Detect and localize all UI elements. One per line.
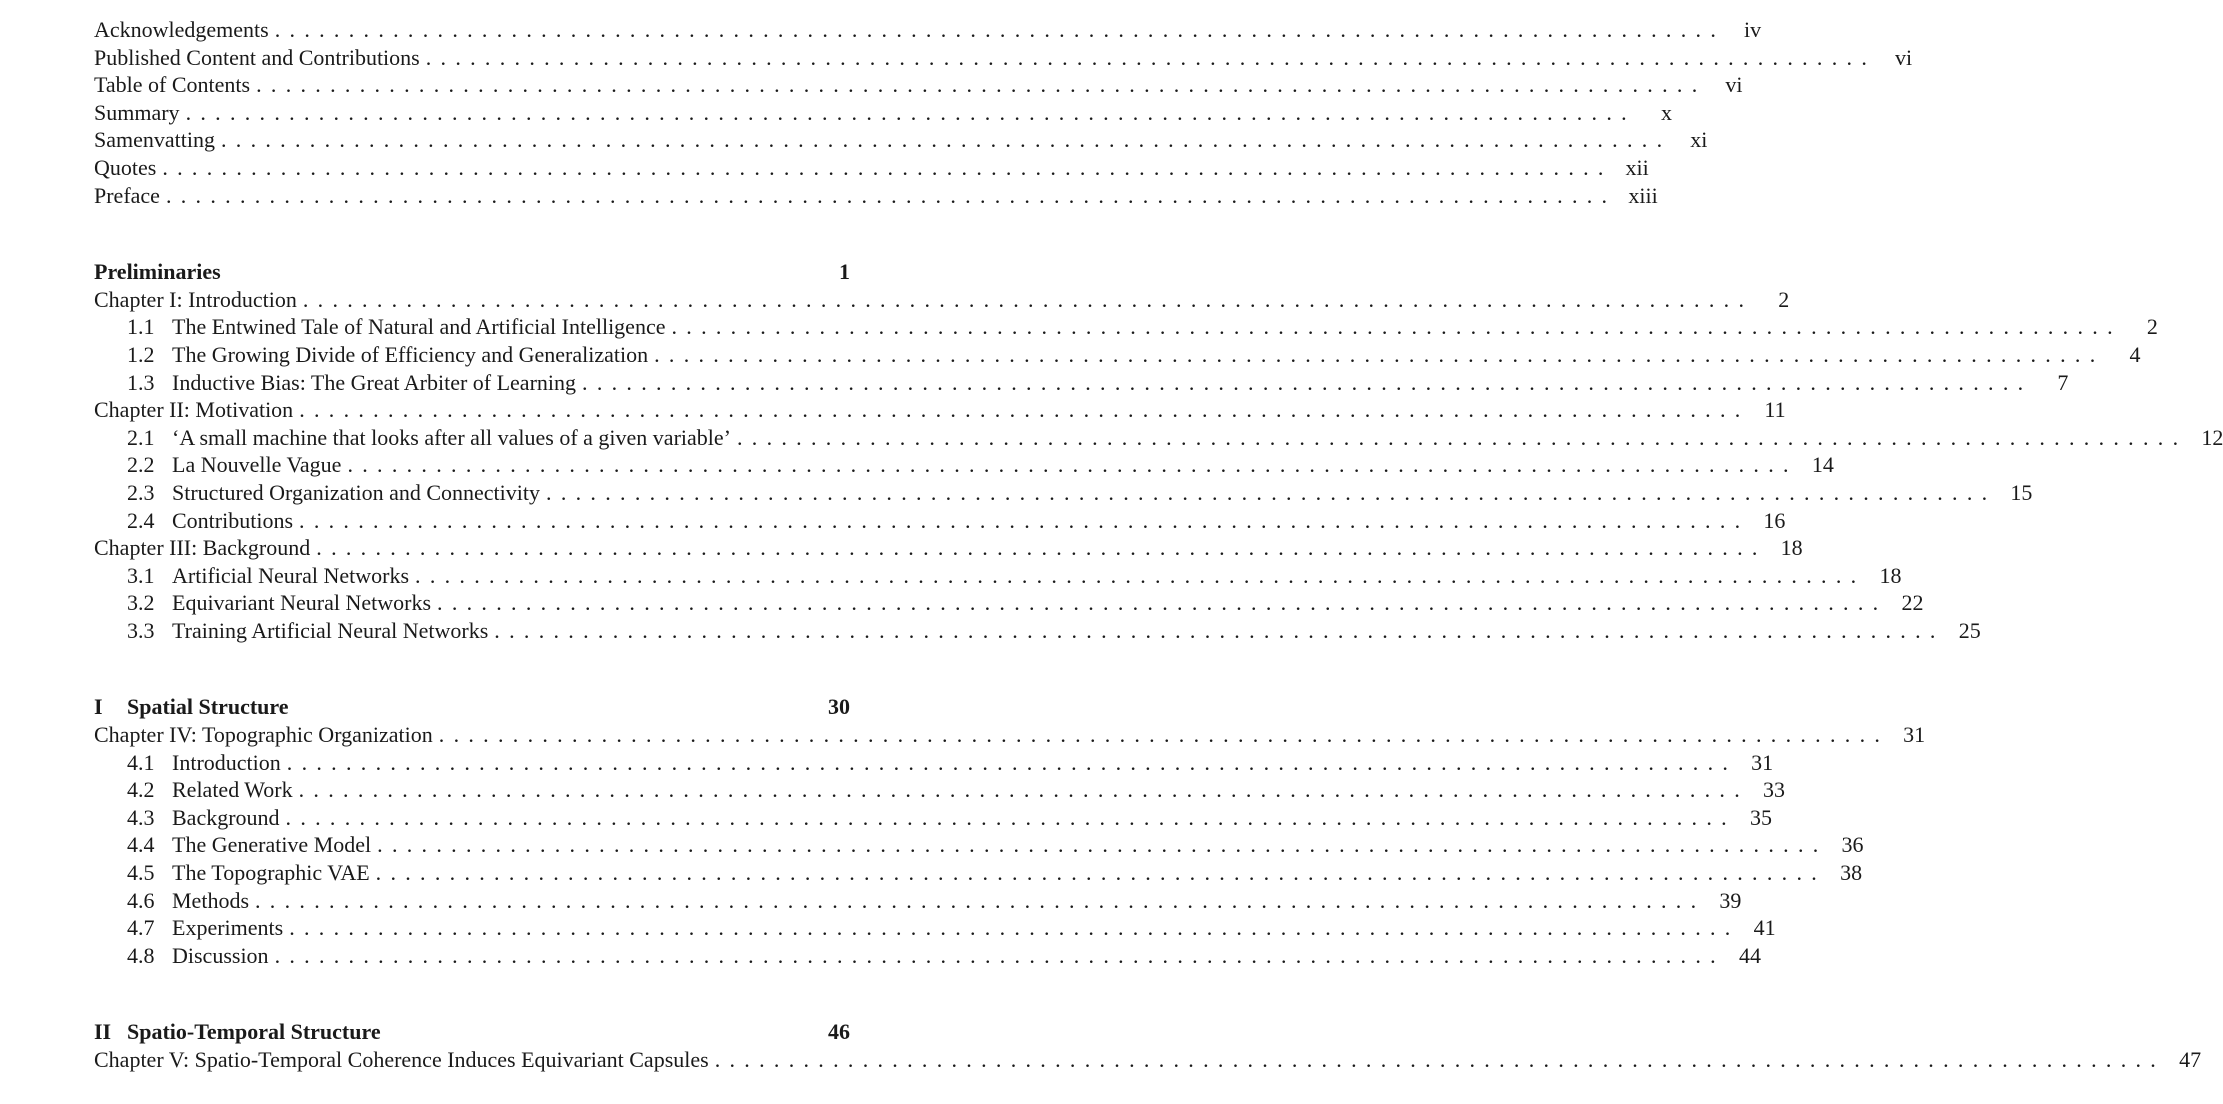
- entry-title: Preface: [94, 182, 160, 208]
- toc-section-1-2[interactable]: [94, 341, 2141, 369]
- section-page: 18: [1879, 562, 1902, 588]
- section-page: 41: [1753, 915, 1776, 941]
- section-title: La Nouvelle Vague: [172, 452, 342, 478]
- section-page: 22: [1901, 590, 1924, 616]
- section-title: ‘A small machine that looks after all values of a given variable’: [172, 424, 731, 450]
- section-number: 4.4: [127, 832, 155, 858]
- section-title: Introduction: [172, 749, 281, 775]
- toc-chapter-3[interactable]: [94, 534, 1803, 562]
- entry-page: xi: [1690, 127, 1708, 153]
- leader-dots: ..................................................................................................: [274, 942, 1725, 968]
- leader-dots: ..................................................................................................: [546, 479, 1997, 505]
- entry-title: Table of Contents: [94, 72, 251, 98]
- toc-section-4-7[interactable]: [94, 914, 1776, 942]
- entry-page: vi: [1725, 72, 1743, 98]
- entry-title: Quotes: [94, 154, 157, 180]
- toc-section-1-1[interactable]: [94, 313, 2158, 341]
- toc-section-2-2[interactable]: [94, 451, 1834, 479]
- section-title: Structured Organization and Connectivity: [172, 479, 541, 505]
- section-gap: [94, 969, 850, 1018]
- leader-dots: ..................................................................................................: [316, 535, 1767, 561]
- section-number: 1.1: [127, 314, 155, 340]
- part-heading: Spatio-Temporal Structure: [127, 1019, 381, 1045]
- leader-dots: ..................................................................................................: [220, 127, 1672, 153]
- section-title: The Growing Divide of Efficiency and Generalization: [172, 341, 649, 367]
- section-page: 44: [1738, 942, 1761, 968]
- section-title: Contributions: [172, 507, 294, 533]
- leader-dots: ..................................................................................................: [494, 617, 1945, 643]
- section-page: 38: [1840, 860, 1863, 886]
- toc-section-4-4[interactable]: [94, 831, 1864, 859]
- leader-dots: ..................................................................................................: [671, 314, 2122, 340]
- leader-dots: ..................................................................................................: [185, 99, 1636, 125]
- toc-entry-preface[interactable]: [94, 182, 1658, 210]
- section-number: 3.2: [127, 590, 155, 616]
- part-heading: Preliminaries: [94, 259, 221, 285]
- toc-chapter-1[interactable]: [94, 286, 1790, 314]
- toc-section-4-1[interactable]: [94, 749, 1774, 777]
- chapter-page: 47: [2179, 1047, 2202, 1072]
- leader-dots: ..................................................................................................: [299, 507, 1750, 533]
- leader-dots: ..................................................................................................: [654, 341, 2105, 367]
- toc-entry-samenvatting[interactable]: [94, 126, 1708, 154]
- section-title: Background: [172, 804, 280, 830]
- toc-section-1-3[interactable]: [94, 369, 2069, 397]
- section-title: Artificial Neural Networks: [172, 562, 410, 588]
- leader-dots: ..................................................................................................: [375, 860, 1827, 886]
- leader-dots: ..................................................................................................: [165, 182, 1617, 208]
- section-page: 36: [1841, 832, 1864, 858]
- toc-section-4-5[interactable]: [94, 859, 1863, 887]
- table-of-contents: [94, 16, 2223, 1074]
- leader-dots: ..................................................................................................: [714, 1047, 2166, 1072]
- chapter-title: Chapter II: Motivation: [94, 397, 294, 423]
- toc-part-2[interactable]: [94, 1018, 850, 1046]
- section-page: 7: [2057, 369, 2069, 395]
- toc-entry-table-of-contents[interactable]: [94, 71, 1743, 99]
- section-page: 15: [2010, 479, 2033, 505]
- part-page: 1: [839, 259, 850, 285]
- toc-section-4-3[interactable]: [94, 804, 1772, 832]
- toc-section-2-4[interactable]: [94, 507, 1786, 535]
- leader-dots: ..................................................................................................: [299, 397, 1750, 423]
- toc-section-3-2[interactable]: [94, 589, 1924, 617]
- entry-title: Published Content and Contributions: [94, 44, 420, 70]
- section-page: 2: [2146, 314, 2158, 340]
- section-number: 3.1: [127, 562, 155, 588]
- part-numeral: I: [94, 694, 103, 720]
- toc-entry-acknowledgements[interactable]: [94, 16, 1762, 44]
- section-number: 1.2: [127, 341, 155, 367]
- part-page: 46: [828, 1019, 850, 1045]
- toc-entry-published-content[interactable]: [94, 44, 1913, 72]
- section-number: 2.3: [127, 479, 155, 505]
- leader-dots: ..................................................................................................: [256, 72, 1707, 98]
- section-number: 2.2: [127, 452, 155, 478]
- chapter-title: Chapter IV: Topographic Organization: [94, 722, 433, 748]
- chapter-page: 11: [1764, 397, 1786, 423]
- toc-section-2-1[interactable]: [94, 424, 2223, 452]
- toc-entry-summary[interactable]: [94, 99, 1672, 127]
- entry-page: vi: [1895, 44, 1913, 70]
- leader-dots: ..................................................................................................: [298, 777, 1750, 803]
- section-title: The Entwined Tale of Natural and Artificial Intelligence: [172, 314, 666, 340]
- toc-section-4-2[interactable]: [94, 776, 1786, 804]
- section-page: 16: [1763, 507, 1786, 533]
- section-page: 31: [1751, 749, 1774, 775]
- section-title: Experiments: [172, 915, 284, 941]
- section-page: 12: [2201, 424, 2223, 450]
- section-page: 4: [2129, 341, 2141, 367]
- section-gap: [94, 209, 850, 258]
- toc-section-3-3[interactable]: [94, 617, 1981, 645]
- leader-dots: ..................................................................................................: [286, 749, 1738, 775]
- toc-chapter-4[interactable]: [94, 721, 1926, 749]
- toc-chapter-5[interactable]: [94, 1046, 2202, 1074]
- section-title: Training Artificial Neural Networks: [172, 617, 489, 643]
- leader-dots: ..................................................................................................: [162, 154, 1613, 180]
- part-heading: Spatial Structure: [127, 694, 289, 720]
- leader-dots: ..................................................................................................: [255, 887, 1706, 913]
- section-page: 14: [1811, 452, 1834, 478]
- chapter-title: Chapter V: Spatio-Temporal Coherence Induces Equivariant Capsules: [94, 1047, 709, 1072]
- chapter-page: 18: [1780, 535, 1803, 561]
- toc-entry-quotes[interactable]: [94, 154, 1649, 182]
- part-numeral: II: [94, 1019, 112, 1045]
- leader-dots: ..................................................................................................: [736, 424, 2188, 450]
- section-page: 35: [1749, 804, 1772, 830]
- section-page: 25: [1958, 617, 1981, 643]
- section-number: 4.5: [127, 860, 155, 886]
- part-page: 30: [828, 694, 850, 720]
- chapter-page: 31: [1903, 722, 1926, 748]
- leader-dots: ..................................................................................................: [582, 369, 2033, 395]
- section-page: 39: [1719, 887, 1742, 913]
- section-title: The Topographic VAE: [172, 860, 370, 886]
- section-title: Discussion: [172, 942, 269, 968]
- entry-page: x: [1660, 99, 1672, 125]
- leader-dots: ..................................................................................................: [377, 832, 1828, 858]
- section-number: 2.1: [127, 424, 155, 450]
- section-title: Inductive Bias: The Great Arbiter of Learning: [172, 369, 577, 395]
- entry-title: Acknowledgements: [94, 17, 269, 42]
- leader-dots: ..................................................................................................: [437, 590, 1888, 616]
- leader-dots: ..................................................................................................: [438, 722, 1890, 748]
- section-number: 4.8: [127, 942, 155, 968]
- section-title: The Generative Model: [172, 832, 372, 858]
- section-number: 4.1: [127, 749, 155, 775]
- section-number: 4.7: [127, 915, 155, 941]
- section-number: 1.3: [127, 369, 155, 395]
- section-title: Methods: [172, 887, 249, 913]
- toc-part-1[interactable]: [94, 693, 850, 721]
- section-number: 3.3: [127, 617, 155, 643]
- leader-dots: ..................................................................................................: [302, 286, 1754, 312]
- entry-title: Summary: [94, 99, 180, 125]
- section-page: 33: [1763, 777, 1786, 803]
- leader-dots: ..................................................................................................: [289, 915, 1740, 941]
- leader-dots: ..................................................................................................: [415, 562, 1866, 588]
- entry-page: xiii: [1628, 182, 1658, 208]
- entry-page: xii: [1625, 154, 1649, 180]
- leader-dots: ..................................................................................................: [274, 17, 1726, 42]
- toc-section-3-1[interactable]: [94, 562, 1902, 590]
- chapter-title: Chapter III: Background: [94, 535, 311, 561]
- entry-page: iv: [1744, 17, 1762, 42]
- toc-section-2-3[interactable]: [94, 479, 2033, 507]
- section-title: Equivariant Neural Networks: [172, 590, 432, 616]
- section-number: 4.3: [127, 804, 155, 830]
- chapter-title: Chapter I: Introduction: [94, 286, 297, 312]
- section-title: Related Work: [172, 777, 293, 803]
- leader-dots: ..................................................................................................: [285, 804, 1736, 830]
- section-gap: [94, 644, 850, 693]
- section-number: 2.4: [127, 507, 155, 533]
- entry-title: Samenvatting: [94, 127, 215, 153]
- leader-dots: ..................................................................................................: [347, 452, 1798, 478]
- chapter-page: 2: [1778, 286, 1790, 312]
- toc-section-4-8[interactable]: [94, 942, 1761, 970]
- toc-part-preliminaries[interactable]: [94, 258, 850, 286]
- section-number: 4.2: [127, 777, 155, 803]
- toc-section-4-6[interactable]: [94, 887, 1742, 915]
- section-number: 4.6: [127, 887, 155, 913]
- leader-dots: ..................................................................................................: [425, 44, 1877, 70]
- toc-chapter-2[interactable]: [94, 396, 1786, 424]
